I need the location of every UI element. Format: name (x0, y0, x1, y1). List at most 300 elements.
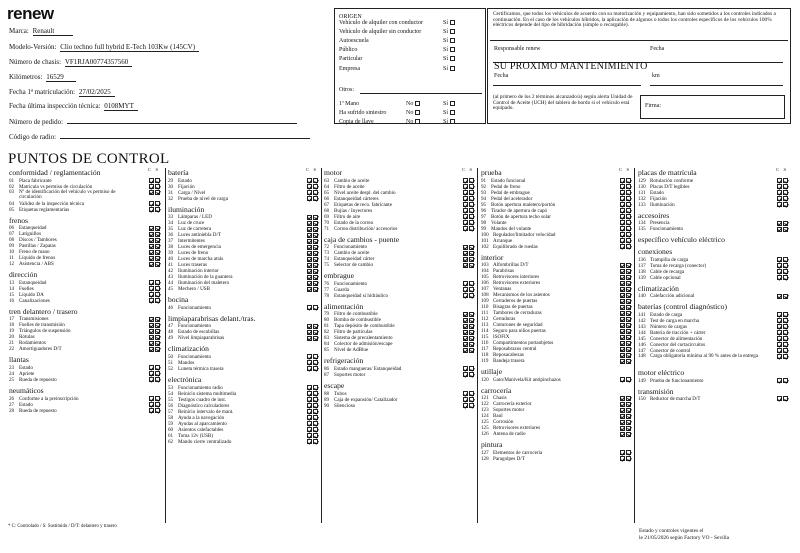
controlled-checkbox[interactable] (777, 312, 782, 317)
substituted-checkbox[interactable] (313, 415, 318, 420)
controlled-checkbox[interactable] (463, 397, 468, 402)
controlled-checkbox[interactable] (307, 227, 312, 232)
controlled-checkbox[interactable] (149, 408, 154, 413)
controlled-checkbox[interactable] (620, 220, 625, 225)
substituted-checkbox[interactable] (313, 439, 318, 444)
substituted-checkbox[interactable] (626, 450, 631, 455)
substituted-checkbox[interactable] (155, 329, 160, 334)
substituted-checkbox[interactable] (626, 408, 631, 413)
substituted-checkbox[interactable] (783, 330, 788, 335)
substituted-checkbox[interactable] (626, 377, 631, 382)
controlled-checkbox[interactable] (777, 318, 782, 323)
controlled-checkbox[interactable] (307, 385, 312, 390)
substituted-checkbox[interactable] (626, 359, 631, 364)
substituted-checkbox[interactable] (783, 269, 788, 274)
substituted-checkbox[interactable] (313, 196, 318, 201)
substituted-checkbox[interactable] (783, 348, 788, 353)
controlled-checkbox[interactable] (463, 214, 468, 219)
controlled-checkbox[interactable] (620, 335, 625, 340)
substituted-checkbox[interactable] (783, 263, 788, 268)
controlled-checkbox[interactable] (777, 348, 782, 353)
substituted-checkbox[interactable] (155, 250, 160, 255)
substituted-checkbox[interactable] (626, 353, 631, 358)
controlled-checkbox[interactable] (777, 227, 782, 232)
controlled-checkbox[interactable] (777, 336, 782, 341)
controlled-checkbox[interactable] (777, 294, 782, 299)
controlled-checkbox[interactable] (620, 450, 625, 455)
controlled-checkbox[interactable] (149, 341, 154, 346)
substituted-checkbox[interactable] (155, 365, 160, 370)
controlled-checkbox[interactable] (307, 215, 312, 220)
controlled-checkbox[interactable] (620, 420, 625, 425)
substituted-checkbox[interactable] (626, 305, 631, 310)
substituted-checkbox[interactable] (783, 336, 788, 341)
firma-box[interactable] (640, 95, 785, 119)
substituted-checkbox[interactable] (626, 196, 631, 201)
substituted-checkbox[interactable] (626, 317, 631, 322)
controlled-checkbox[interactable] (463, 178, 468, 183)
origen-no-checkbox[interactable] (415, 119, 420, 124)
controlled-checkbox[interactable] (777, 342, 782, 347)
substituted-checkbox[interactable] (626, 402, 631, 407)
substituted-checkbox[interactable] (469, 208, 474, 213)
controlled-checkbox[interactable] (620, 456, 625, 461)
controlled-checkbox[interactable] (620, 293, 625, 298)
controlled-checkbox[interactable] (149, 238, 154, 243)
controlled-checkbox[interactable] (307, 251, 312, 256)
controlled-checkbox[interactable] (149, 178, 154, 183)
controlled-checkbox[interactable] (307, 330, 312, 335)
substituted-checkbox[interactable] (155, 244, 160, 249)
substituted-checkbox[interactable] (783, 178, 788, 183)
substituted-checkbox[interactable] (469, 263, 474, 268)
substituted-checkbox[interactable] (313, 391, 318, 396)
substituted-checkbox[interactable] (626, 238, 631, 243)
controlled-checkbox[interactable] (307, 336, 312, 341)
controlled-checkbox[interactable] (620, 281, 625, 286)
substituted-checkbox[interactable] (313, 239, 318, 244)
substituted-checkbox[interactable] (313, 227, 318, 232)
substituted-checkbox[interactable] (469, 391, 474, 396)
controlled-checkbox[interactable] (149, 377, 154, 382)
controlled-checkbox[interactable] (149, 292, 154, 297)
substituted-checkbox[interactable] (155, 184, 160, 189)
substituted-checkbox[interactable] (626, 202, 631, 207)
controlled-checkbox[interactable] (463, 324, 468, 329)
controlled-checkbox[interactable] (620, 214, 625, 219)
controlled-checkbox[interactable] (463, 391, 468, 396)
substituted-checkbox[interactable] (626, 226, 631, 231)
controlled-checkbox[interactable] (149, 402, 154, 407)
substituted-checkbox[interactable] (626, 281, 631, 286)
substituted-checkbox[interactable] (626, 263, 631, 268)
controlled-checkbox[interactable] (463, 257, 468, 262)
controlled-checkbox[interactable] (620, 244, 625, 249)
controlled-checkbox[interactable] (463, 208, 468, 213)
controlled-checkbox[interactable] (307, 360, 312, 365)
controlled-checkbox[interactable] (149, 201, 154, 206)
substituted-checkbox[interactable] (155, 317, 160, 322)
substituted-checkbox[interactable] (626, 414, 631, 419)
substituted-checkbox[interactable] (313, 190, 318, 195)
substituted-checkbox[interactable] (783, 354, 788, 359)
origen-si-checkbox[interactable] (450, 29, 455, 34)
substituted-checkbox[interactable] (469, 287, 474, 292)
controlled-checkbox[interactable] (463, 226, 468, 231)
controlled-checkbox[interactable] (307, 275, 312, 280)
controlled-checkbox[interactable] (777, 330, 782, 335)
substituted-checkbox[interactable] (155, 286, 160, 291)
controlled-checkbox[interactable] (463, 293, 468, 298)
controlled-checkbox[interactable] (149, 184, 154, 189)
controlled-checkbox[interactable] (620, 184, 625, 189)
substituted-checkbox[interactable] (469, 178, 474, 183)
origen-no-checkbox[interactable] (415, 110, 420, 115)
controlled-checkbox[interactable] (620, 299, 625, 304)
controlled-checkbox[interactable] (777, 324, 782, 329)
origen-si-checkbox[interactable] (450, 110, 455, 115)
substituted-checkbox[interactable] (155, 190, 160, 195)
controlled-checkbox[interactable] (149, 365, 154, 370)
substituted-checkbox[interactable] (155, 371, 160, 376)
substituted-checkbox[interactable] (313, 336, 318, 341)
controlled-checkbox[interactable] (307, 281, 312, 286)
controlled-checkbox[interactable] (149, 226, 154, 231)
substituted-checkbox[interactable] (626, 335, 631, 340)
controlled-checkbox[interactable] (620, 408, 625, 413)
substituted-checkbox[interactable] (783, 227, 788, 232)
controlled-checkbox[interactable] (777, 396, 782, 401)
substituted-checkbox[interactable] (626, 456, 631, 461)
controlled-checkbox[interactable] (463, 190, 468, 195)
controlled-checkbox[interactable] (307, 257, 312, 262)
controlled-checkbox[interactable] (620, 202, 625, 207)
substituted-checkbox[interactable] (313, 275, 318, 280)
controlled-checkbox[interactable] (149, 262, 154, 267)
substituted-checkbox[interactable] (469, 330, 474, 335)
controlled-checkbox[interactable] (307, 287, 312, 292)
substituted-checkbox[interactable] (469, 293, 474, 298)
substituted-checkbox[interactable] (783, 257, 788, 262)
substituted-checkbox[interactable] (313, 324, 318, 329)
controlled-checkbox[interactable] (307, 245, 312, 250)
substituted-checkbox[interactable] (313, 281, 318, 286)
substituted-checkbox[interactable] (783, 312, 788, 317)
substituted-checkbox[interactable] (469, 312, 474, 317)
substituted-checkbox[interactable] (313, 221, 318, 226)
substituted-checkbox[interactable] (783, 190, 788, 195)
controlled-checkbox[interactable] (149, 232, 154, 237)
controlled-checkbox[interactable] (463, 287, 468, 292)
substituted-checkbox[interactable] (469, 251, 474, 256)
substituted-checkbox[interactable] (155, 280, 160, 285)
substituted-checkbox[interactable] (155, 347, 160, 352)
substituted-checkbox[interactable] (626, 244, 631, 249)
substituted-checkbox[interactable] (626, 208, 631, 213)
controlled-checkbox[interactable] (620, 226, 625, 231)
origen-si-checkbox[interactable] (450, 38, 455, 43)
controlled-checkbox[interactable] (620, 414, 625, 419)
substituted-checkbox[interactable] (155, 201, 160, 206)
substituted-checkbox[interactable] (469, 220, 474, 225)
substituted-checkbox[interactable] (155, 377, 160, 382)
controlled-checkbox[interactable] (463, 348, 468, 353)
substituted-checkbox[interactable] (626, 299, 631, 304)
controlled-checkbox[interactable] (620, 377, 625, 382)
controlled-checkbox[interactable] (149, 347, 154, 352)
substituted-checkbox[interactable] (469, 184, 474, 189)
substituted-checkbox[interactable] (626, 426, 631, 431)
controlled-checkbox[interactable] (620, 323, 625, 328)
controlled-checkbox[interactable] (307, 184, 312, 189)
controlled-checkbox[interactable] (149, 371, 154, 376)
controlled-checkbox[interactable] (463, 336, 468, 341)
substituted-checkbox[interactable] (313, 403, 318, 408)
substituted-checkbox[interactable] (783, 221, 788, 226)
controlled-checkbox[interactable] (463, 281, 468, 286)
substituted-checkbox[interactable] (783, 294, 788, 299)
substituted-checkbox[interactable] (626, 232, 631, 237)
substituted-checkbox[interactable] (783, 318, 788, 323)
substituted-checkbox[interactable] (626, 190, 631, 195)
controlled-checkbox[interactable] (463, 318, 468, 323)
controlled-checkbox[interactable] (620, 329, 625, 334)
substituted-checkbox[interactable] (155, 207, 160, 212)
substituted-checkbox[interactable] (155, 396, 160, 401)
substituted-checkbox[interactable] (626, 341, 631, 346)
controlled-checkbox[interactable] (620, 178, 625, 183)
controlled-checkbox[interactable] (777, 263, 782, 268)
substituted-checkbox[interactable] (783, 342, 788, 347)
substituted-checkbox[interactable] (626, 214, 631, 219)
substituted-checkbox[interactable] (313, 427, 318, 432)
substituted-checkbox[interactable] (313, 215, 318, 220)
substituted-checkbox[interactable] (469, 366, 474, 371)
substituted-checkbox[interactable] (626, 420, 631, 425)
controlled-checkbox[interactable] (307, 269, 312, 274)
controlled-checkbox[interactable] (149, 207, 154, 212)
controlled-checkbox[interactable] (463, 330, 468, 335)
substituted-checkbox[interactable] (313, 184, 318, 189)
controlled-checkbox[interactable] (307, 354, 312, 359)
controlled-checkbox[interactable] (149, 250, 154, 255)
controlled-checkbox[interactable] (620, 396, 625, 401)
substituted-checkbox[interactable] (313, 397, 318, 402)
substituted-checkbox[interactable] (626, 432, 631, 437)
controlled-checkbox[interactable] (307, 403, 312, 408)
substituted-checkbox[interactable] (783, 378, 788, 383)
controlled-checkbox[interactable] (463, 263, 468, 268)
controlled-checkbox[interactable] (307, 409, 312, 414)
substituted-checkbox[interactable] (626, 323, 631, 328)
substituted-checkbox[interactable] (313, 409, 318, 414)
substituted-checkbox[interactable] (313, 245, 318, 250)
controlled-checkbox[interactable] (620, 232, 625, 237)
substituted-checkbox[interactable] (313, 251, 318, 256)
origen-si-checkbox[interactable] (450, 101, 455, 106)
substituted-checkbox[interactable] (469, 372, 474, 377)
substituted-checkbox[interactable] (469, 202, 474, 207)
controlled-checkbox[interactable] (777, 275, 782, 280)
substituted-checkbox[interactable] (155, 178, 160, 183)
controlled-checkbox[interactable] (777, 221, 782, 226)
substituted-checkbox[interactable] (469, 318, 474, 323)
substituted-checkbox[interactable] (783, 196, 788, 201)
substituted-checkbox[interactable] (469, 336, 474, 341)
controlled-checkbox[interactable] (149, 244, 154, 249)
substituted-checkbox[interactable] (469, 245, 474, 250)
controlled-checkbox[interactable] (149, 280, 154, 285)
substituted-checkbox[interactable] (469, 214, 474, 219)
controlled-checkbox[interactable] (620, 263, 625, 268)
controlled-checkbox[interactable] (307, 221, 312, 226)
substituted-checkbox[interactable] (626, 275, 631, 280)
controlled-checkbox[interactable] (307, 239, 312, 244)
substituted-checkbox[interactable] (469, 403, 474, 408)
substituted-checkbox[interactable] (313, 366, 318, 371)
substituted-checkbox[interactable] (469, 196, 474, 201)
substituted-checkbox[interactable] (469, 226, 474, 231)
substituted-checkbox[interactable] (313, 330, 318, 335)
controlled-checkbox[interactable] (463, 184, 468, 189)
substituted-checkbox[interactable] (155, 335, 160, 340)
substituted-checkbox[interactable] (155, 226, 160, 231)
substituted-checkbox[interactable] (313, 257, 318, 262)
controlled-checkbox[interactable] (620, 190, 625, 195)
substituted-checkbox[interactable] (313, 421, 318, 426)
substituted-checkbox[interactable] (313, 178, 318, 183)
substituted-checkbox[interactable] (313, 305, 318, 310)
controlled-checkbox[interactable] (620, 287, 625, 292)
controlled-checkbox[interactable] (149, 286, 154, 291)
substituted-checkbox[interactable] (783, 184, 788, 189)
controlled-checkbox[interactable] (620, 347, 625, 352)
substituted-checkbox[interactable] (469, 257, 474, 262)
controlled-checkbox[interactable] (307, 324, 312, 329)
controlled-checkbox[interactable] (307, 433, 312, 438)
substituted-checkbox[interactable] (155, 323, 160, 328)
substituted-checkbox[interactable] (626, 184, 631, 189)
substituted-checkbox[interactable] (469, 348, 474, 353)
controlled-checkbox[interactable] (777, 190, 782, 195)
substituted-checkbox[interactable] (783, 202, 788, 207)
controlled-checkbox[interactable] (620, 311, 625, 316)
substituted-checkbox[interactable] (313, 433, 318, 438)
substituted-checkbox[interactable] (155, 232, 160, 237)
substituted-checkbox[interactable] (313, 385, 318, 390)
substituted-checkbox[interactable] (313, 233, 318, 238)
substituted-checkbox[interactable] (469, 397, 474, 402)
substituted-checkbox[interactable] (626, 293, 631, 298)
controlled-checkbox[interactable] (620, 341, 625, 346)
controlled-checkbox[interactable] (620, 269, 625, 274)
substituted-checkbox[interactable] (155, 256, 160, 261)
controlled-checkbox[interactable] (620, 208, 625, 213)
controlled-checkbox[interactable] (620, 275, 625, 280)
origen-si-checkbox[interactable] (450, 66, 455, 71)
controlled-checkbox[interactable] (777, 257, 782, 262)
controlled-checkbox[interactable] (149, 335, 154, 340)
origen-si-checkbox[interactable] (450, 47, 455, 52)
controlled-checkbox[interactable] (620, 432, 625, 437)
substituted-checkbox[interactable] (469, 190, 474, 195)
controlled-checkbox[interactable] (463, 245, 468, 250)
controlled-checkbox[interactable] (463, 220, 468, 225)
substituted-checkbox[interactable] (469, 342, 474, 347)
substituted-checkbox[interactable] (626, 396, 631, 401)
controlled-checkbox[interactable] (777, 202, 782, 207)
controlled-checkbox[interactable] (307, 421, 312, 426)
substituted-checkbox[interactable] (155, 292, 160, 297)
substituted-checkbox[interactable] (155, 262, 160, 267)
controlled-checkbox[interactable] (149, 298, 154, 303)
controlled-checkbox[interactable] (463, 202, 468, 207)
controlled-checkbox[interactable] (307, 427, 312, 432)
controlled-checkbox[interactable] (307, 391, 312, 396)
substituted-checkbox[interactable] (155, 341, 160, 346)
substituted-checkbox[interactable] (626, 311, 631, 316)
substituted-checkbox[interactable] (313, 263, 318, 268)
substituted-checkbox[interactable] (783, 275, 788, 280)
controlled-checkbox[interactable] (307, 263, 312, 268)
substituted-checkbox[interactable] (155, 402, 160, 407)
controlled-checkbox[interactable] (620, 238, 625, 243)
substituted-checkbox[interactable] (783, 396, 788, 401)
controlled-checkbox[interactable] (307, 439, 312, 444)
substituted-checkbox[interactable] (626, 329, 631, 334)
controlled-checkbox[interactable] (620, 317, 625, 322)
controlled-checkbox[interactable] (620, 353, 625, 358)
controlled-checkbox[interactable] (307, 233, 312, 238)
controlled-checkbox[interactable] (777, 196, 782, 201)
substituted-checkbox[interactable] (626, 220, 631, 225)
substituted-checkbox[interactable] (313, 360, 318, 365)
controlled-checkbox[interactable] (620, 305, 625, 310)
controlled-checkbox[interactable] (149, 396, 154, 401)
substituted-checkbox[interactable] (313, 354, 318, 359)
origen-si-checkbox[interactable] (450, 119, 455, 124)
substituted-checkbox[interactable] (626, 287, 631, 292)
controlled-checkbox[interactable] (463, 251, 468, 256)
substituted-checkbox[interactable] (469, 281, 474, 286)
controlled-checkbox[interactable] (463, 196, 468, 201)
controlled-checkbox[interactable] (777, 354, 782, 359)
controlled-checkbox[interactable] (307, 305, 312, 310)
controlled-checkbox[interactable] (463, 342, 468, 347)
controlled-checkbox[interactable] (777, 378, 782, 383)
substituted-checkbox[interactable] (783, 324, 788, 329)
controlled-checkbox[interactable] (149, 323, 154, 328)
controlled-checkbox[interactable] (620, 426, 625, 431)
substituted-checkbox[interactable] (313, 287, 318, 292)
controlled-checkbox[interactable] (620, 196, 625, 201)
controlled-checkbox[interactable] (463, 312, 468, 317)
substituted-checkbox[interactable] (313, 269, 318, 274)
controlled-checkbox[interactable] (307, 196, 312, 201)
controlled-checkbox[interactable] (149, 317, 154, 322)
controlled-checkbox[interactable] (307, 190, 312, 195)
substituted-checkbox[interactable] (626, 178, 631, 183)
origen-no-checkbox[interactable] (415, 101, 420, 106)
substituted-checkbox[interactable] (155, 238, 160, 243)
controlled-checkbox[interactable] (307, 397, 312, 402)
origen-si-checkbox[interactable] (450, 20, 455, 25)
substituted-checkbox[interactable] (469, 324, 474, 329)
controlled-checkbox[interactable] (777, 184, 782, 189)
controlled-checkbox[interactable] (307, 178, 312, 183)
controlled-checkbox[interactable] (149, 329, 154, 334)
controlled-checkbox[interactable] (463, 366, 468, 371)
